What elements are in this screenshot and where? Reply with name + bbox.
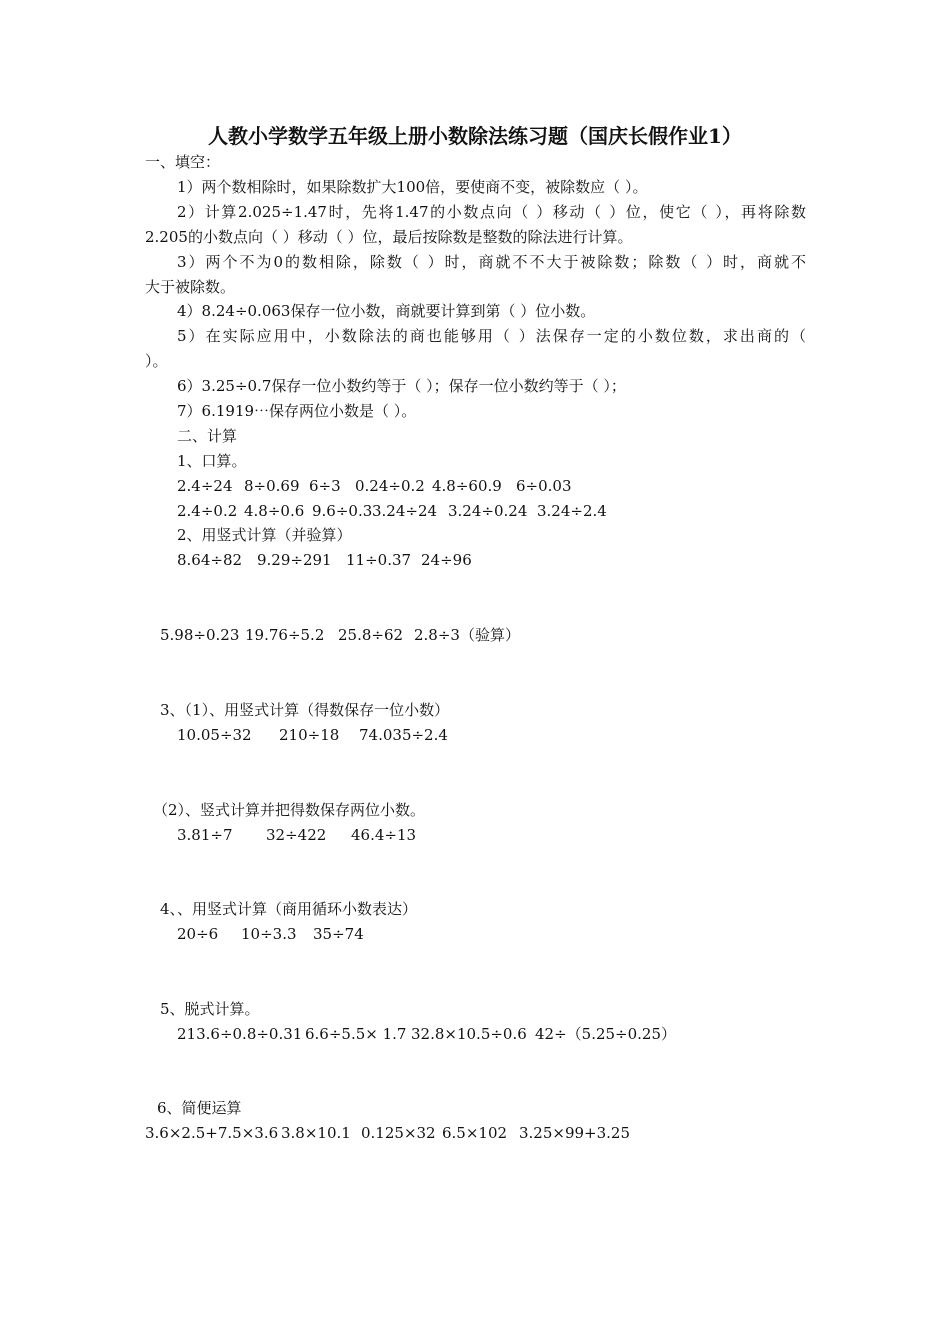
problem-item: 6÷0.03	[516, 477, 572, 495]
problem-item: 3.24÷0.24	[448, 502, 528, 520]
problem-item: 32.8×10.5÷0.6	[411, 1025, 527, 1043]
problem-item: 25.8÷62	[338, 626, 404, 644]
problem-item: 3.6×2.5+7.5×3.6	[145, 1124, 279, 1142]
simplified-calculation-heading: 6、简便运算	[157, 1099, 242, 1117]
fill-in-question-2-line-1: 2）计算2.025÷1.47时，先将1.47的小数点向（ ）移动（ ）位，使它（ ），再将除数	[177, 203, 806, 221]
problem-item: 3.25×99+3.25	[519, 1124, 631, 1142]
problem-item: 20÷6	[177, 925, 219, 943]
problem-item: 3.24÷2.4	[537, 502, 607, 520]
problem-item: 24÷96	[421, 551, 472, 569]
section-calculation-heading: 二、计算	[177, 427, 238, 445]
fill-in-question-5-line-2: ）。	[145, 352, 168, 370]
fill-in-question-5-line-1: 5）在实际应用中，小数除法的商也能够用（ ）法保存一定的小数位数，求出商的（	[177, 327, 806, 345]
oral-calculation-heading: 1、口算。	[177, 452, 247, 470]
fill-in-question-3-line-1: 3）两个不为0的数相除，除数（ ）时，商就不不大于被除数；除数（ ）时，商就不	[177, 253, 806, 271]
problem-item: 74.035÷2.4	[359, 726, 448, 744]
step-calculation-heading: 5、脱式计算。	[160, 1000, 260, 1018]
rounding-one-place-heading: 3、（1）、用竖式计算（得数保存一位小数）	[160, 701, 450, 719]
problem-item: 35÷74	[313, 925, 364, 943]
problem-item: 3.81÷7	[177, 826, 233, 844]
problem-item: 2.4÷24	[177, 477, 233, 495]
problem-item: 210÷18	[279, 726, 340, 744]
problem-item: 11÷0.37	[346, 551, 412, 569]
problem-item: 6.5×102	[442, 1124, 508, 1142]
problem-item: 0.24÷0.2	[355, 477, 425, 495]
section-fill-in-heading: 一、填空：	[145, 153, 221, 171]
problem-item: 213.6÷0.8÷0.31	[177, 1025, 303, 1043]
problem-item: 3.8×10.1	[281, 1124, 351, 1142]
fill-in-question-6: 6）3.25÷0.7保存一位小数约等于（ ）；保存一位小数约等于（ ）；	[177, 377, 626, 395]
fill-in-question-2-line-2: 2.205的小数点向（ ）移动（ ）位，最后按除数是整数的除法进行计算。	[145, 228, 633, 246]
problem-item: 0.125×32	[361, 1124, 436, 1142]
problem-item: 2.4÷0.2	[177, 502, 238, 520]
problem-item: 3.24÷24	[372, 502, 438, 520]
problem-item: 2.8÷3（验算）	[414, 626, 520, 644]
problem-item: 19.76÷5.2	[245, 626, 325, 644]
document-title: 人教小学数学五年级上册小数除法练习题（国庆长假作业1）	[208, 124, 742, 148]
problem-item: 4.8÷60.9	[432, 477, 502, 495]
problem-item: 42÷（5.25÷0.25）	[535, 1025, 677, 1043]
problem-item: 9.29÷291	[257, 551, 332, 569]
problem-item: 4.8÷0.6	[244, 502, 305, 520]
repeating-decimal-heading: 4、、用竖式计算（商用循环小数表达）	[160, 900, 418, 918]
problem-item: 8.64÷82	[177, 551, 243, 569]
problem-item: 46.4÷13	[351, 826, 417, 844]
problem-item: 9.6÷0.3	[312, 502, 373, 520]
fill-in-question-3-line-2: 大于被除数。	[145, 278, 236, 296]
fill-in-question-7: 7）6.1919⋯保存两位小数是（ ）。	[177, 402, 417, 420]
rounding-two-places-heading: （2）、竖式计算并把得数保存两位小数。	[153, 801, 426, 819]
problem-item: 10.05÷32	[177, 726, 252, 744]
fill-in-question-1: 1）两个数相除时，如果除数扩大100倍，要使商不变，被除数应（ ）。	[177, 178, 648, 196]
problem-item: 6.6÷5.5× 1.7	[305, 1025, 407, 1043]
problem-item: 10÷3.3	[241, 925, 297, 943]
problem-item: 32÷422	[266, 826, 327, 844]
problem-item: 6÷3	[309, 477, 341, 495]
problem-item: 8÷0.69	[244, 477, 300, 495]
problem-item: 5.98÷0.23	[160, 626, 240, 644]
fill-in-question-4: 4）8.24÷0.063保存一位小数，商就要计算到第（ ）位小数。	[177, 302, 596, 320]
vertical-calculation-heading: 2、用竖式计算（并验算）	[177, 526, 352, 544]
